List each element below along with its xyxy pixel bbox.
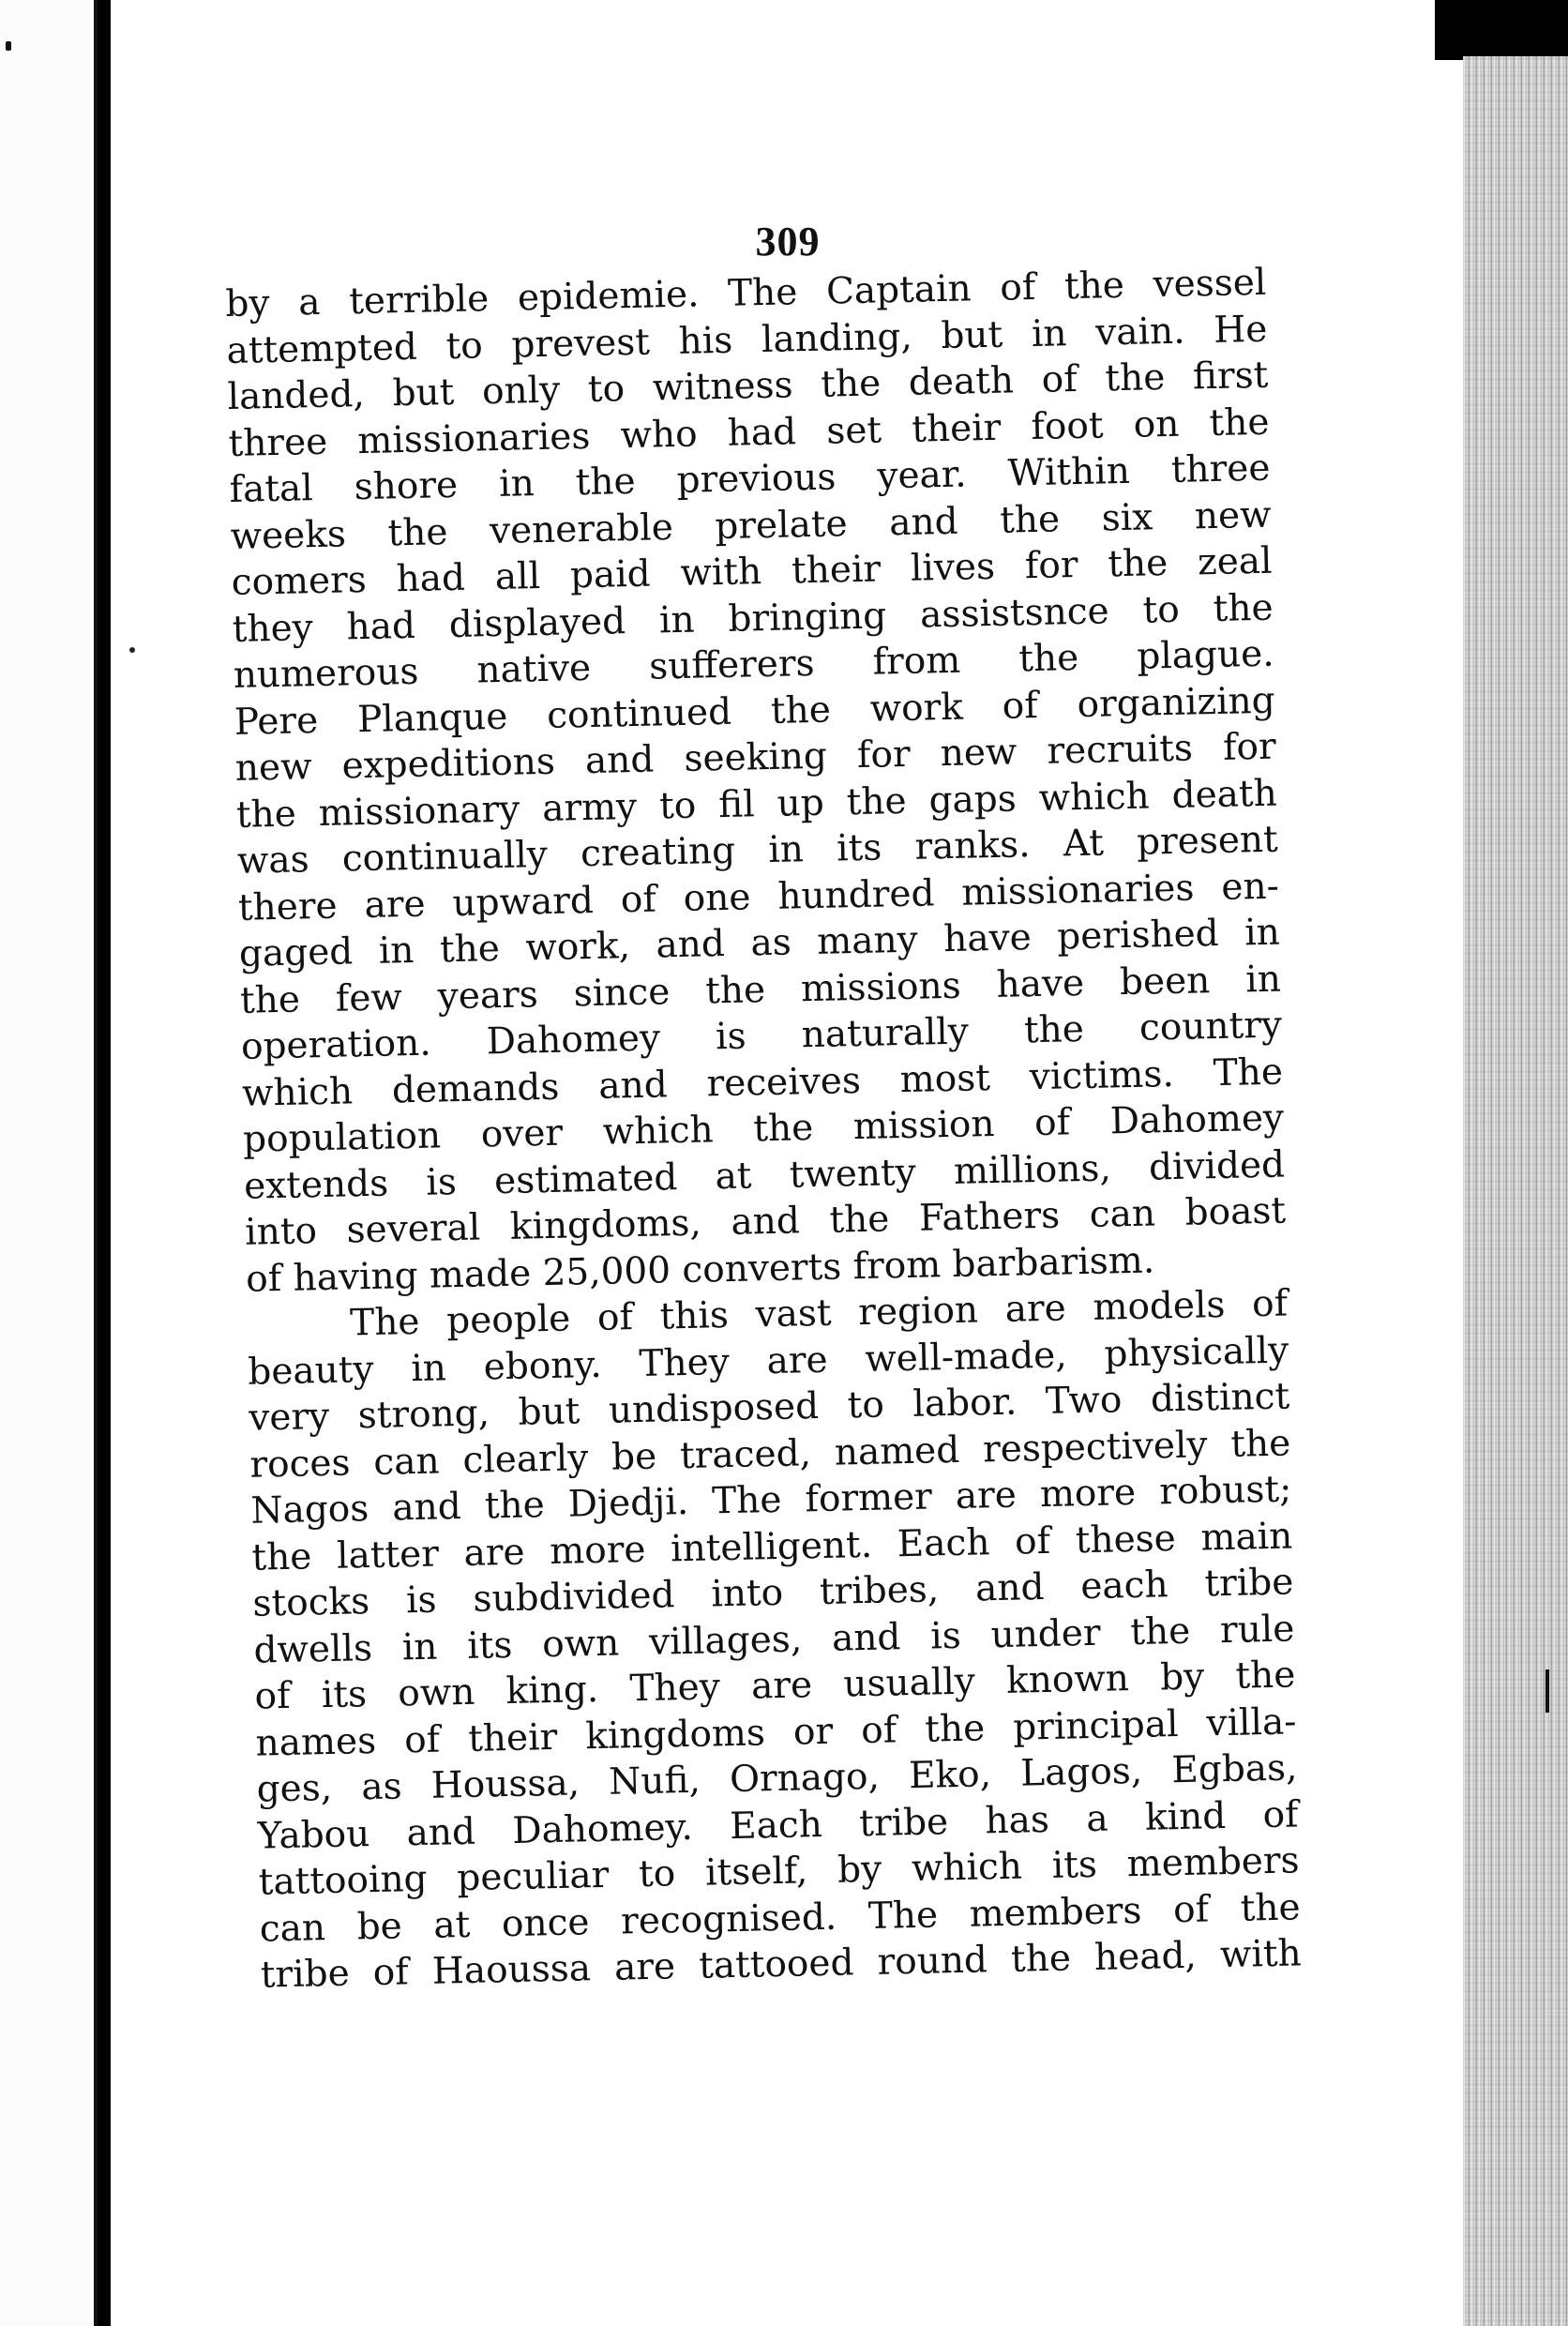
- previous-page-edge: [0, 0, 98, 2326]
- text-line: weeks the venerable prelate and the six new: [230, 493, 1272, 558]
- text-line: names of their kingdoms or of the principal villa-: [255, 1699, 1297, 1765]
- scan-border: [1435, 0, 1568, 60]
- text-line: extends is estimated at twenty millions, divided: [243, 1143, 1286, 1208]
- text-line: tattooing peculiar to itself, by which its members: [258, 1839, 1300, 1904]
- text-line: which demands and receives most victims. The: [241, 1050, 1284, 1115]
- text-line: fatal shore in the previous year. Within three: [229, 446, 1271, 511]
- text-line: the missionary army to fil up the gaps which death: [235, 772, 1278, 837]
- text-line: new expeditions and seeking for new recruits for: [234, 725, 1277, 790]
- text-line: The people of this vast region are models of: [349, 1282, 1289, 1345]
- text-line: dwells in its own villages, and is under the rule: [253, 1607, 1295, 1672]
- text-line: landed, but only to witness the death of the first: [227, 354, 1269, 418]
- text-line: the latter are more intelligent. Each of these main: [251, 1514, 1293, 1579]
- text-line: stocks is subdivided into tribes, and each tribe: [252, 1561, 1294, 1625]
- text-line: very strong, but undisposed to labor. Two distinct: [248, 1375, 1290, 1440]
- text-line: into several kingdoms, and the Fathers can boast: [244, 1189, 1287, 1254]
- text-line: the few years since the missions have been in: [239, 958, 1282, 1022]
- text-line: operation. Dahomey is naturally the country: [240, 1004, 1283, 1068]
- text-line: was continually creating in its ranks. At present: [236, 818, 1279, 883]
- page-stack-edges: [1463, 56, 1568, 2326]
- text-line: of its own king. They are usually known by the: [254, 1654, 1296, 1718]
- text-line: there are upward of one hundred missionaries en-: [237, 865, 1280, 929]
- text-line: attempted to prevest his landing, but in vain. He: [226, 308, 1268, 372]
- text-line: numerous native sufferers from the plague.: [233, 632, 1275, 697]
- text-line: they had displayed in bringing assistsnce to the: [232, 586, 1274, 651]
- text-line: population over which the mission of Dahomey: [242, 1096, 1285, 1161]
- text-line: Pere Planque continued the work of organizing: [234, 679, 1276, 744]
- text-line: roces can clearly be traced, named respectively the: [249, 1421, 1291, 1487]
- page-number: 309: [755, 219, 821, 264]
- text-line: tribe of Haoussa are tattooed round the head, with: [260, 1932, 1303, 1997]
- text-line: Nagos and the Djedji. The former are more robust;: [249, 1468, 1292, 1533]
- scan-speck: [6, 41, 11, 51]
- text-line: can be at once recognised. The members of the: [259, 1885, 1302, 1951]
- text-line: beauty in ebony. They are well-made, physically: [247, 1329, 1289, 1394]
- text-line: three missionaries who had set their foot on the: [228, 400, 1270, 465]
- text-line: ges, as Houssa, Nufi, Ornago, Eko, Lagos, Egbas,: [256, 1746, 1298, 1811]
- text-line: comers had all paid with their lives for the zeal: [231, 539, 1273, 604]
- body-text: [225, 260, 1302, 1999]
- text-line: by a terrible epidemie. The Captain of the vessel: [225, 261, 1267, 325]
- text-line: Yabou and Dahomey. Each tribe has a kind of: [257, 1792, 1299, 1858]
- scan-speck: [129, 647, 135, 653]
- scan-mark: [1545, 1669, 1549, 1713]
- text-line: gaged in the work, and as many have perished in: [238, 911, 1281, 975]
- text-line: of having made 25,000 converts from barbarism.: [245, 1238, 1155, 1301]
